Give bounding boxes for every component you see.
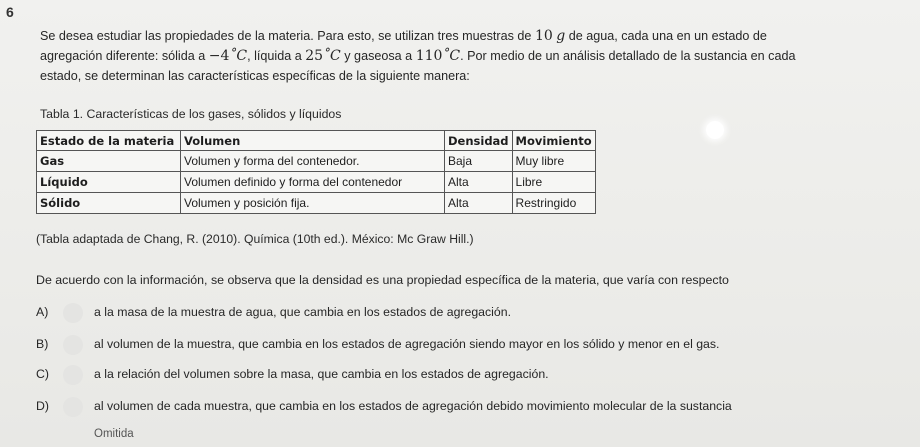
table-cell: Volumen definido y forma del contenedor [181,172,445,193]
option-text: al volumen de la muestra, que cambia en los estados de agregación siendo mayor en los sólido y menor en el gas. [94,337,720,351]
table-header-row [37,131,596,151]
table-header: Estado de la materia [37,131,181,151]
option-b[interactable] [36,336,896,356]
option-text: al volumen de cada muestra, que cambia en los estados de agregación debido movimiento molecular de la sustancia [94,399,732,413]
mass-unit: g [556,28,566,44]
intro-text: y gaseosa a [340,49,416,63]
degree-unit: ˚C [229,48,248,64]
option-letter: C) [36,367,49,381]
table-row [37,193,596,214]
intro-text: de agua, cada una en un estado de [565,29,767,43]
intro-text: Se desea estudiar las propiedades de la materia. Para esto, se utilizan tres muestras de [40,29,535,43]
table-header: Volumen [181,131,445,151]
degree-unit: ˚C [323,48,341,64]
intro-text: agregación diferente: sólida a [40,49,209,63]
table-cell: Volumen y forma del contenedor. [181,151,445,172]
temp-gas: 110 [415,48,443,64]
intro-text: , líquida a [247,49,306,63]
table-caption: Tabla 1. Características de los gases, sólidos y líquidos [40,107,342,121]
table-cell: Volumen y posición fija. [181,193,445,214]
table-header: Densidad [445,131,513,151]
temp-liquid: 25 [305,48,324,64]
option-radio[interactable] [63,335,83,355]
option-a[interactable] [36,304,896,324]
question-number: 6 [6,4,14,20]
option-letter: B) [36,337,49,351]
mass-value: 10 [534,28,553,44]
table-cell: Muy libre [512,151,595,172]
status-label: Omitida [94,428,134,440]
table-cell: Alta [445,172,513,193]
option-radio[interactable] [63,365,83,385]
option-text: a la masa de la muestra de agua, que cambia en los estados de agregación. [94,305,511,319]
properties-table [36,130,596,214]
intro-line-1 [40,26,902,46]
table-cell: Libre [512,172,595,193]
option-radio[interactable] [63,303,83,323]
option-text: a la relación del volumen sobre la masa, que cambia en los estados de agregación. [94,367,549,381]
table-cell: Alta [445,193,513,214]
table-source: (Tabla adaptada de Chang, R. (2010). Química (10th ed.). México: Mc Graw Hill.) [36,232,474,246]
table-cell: Baja [445,151,513,172]
temp-solid: −4 [208,48,230,64]
option-radio[interactable] [63,397,83,417]
question-intro [40,26,902,86]
option-d[interactable] [36,398,896,418]
intro-text: . Por medio de un análisis detallado de la sustancia en cada [460,49,796,63]
option-c[interactable] [36,366,896,386]
table-cell: Restringido [512,193,595,214]
table-cell: Sólido [37,193,181,214]
question-stem: De acuerdo con la información, se observa que la densidad es una propiedad específica de la materia, que varía con respecto [36,273,729,287]
table-cell: Gas [37,151,181,172]
table-row [37,151,596,172]
option-letter: D) [36,399,49,413]
table-cell: Líquido [37,172,181,193]
table-header: Movimiento [512,131,595,151]
degree-unit: ˚C [442,48,461,64]
option-letter: A) [36,305,49,319]
intro-line-2 [40,46,902,66]
glare-spot [706,121,724,139]
intro-line-3: estado, se determinan las características específicas de la siguiente manera: [40,69,470,83]
table-row [37,172,596,193]
